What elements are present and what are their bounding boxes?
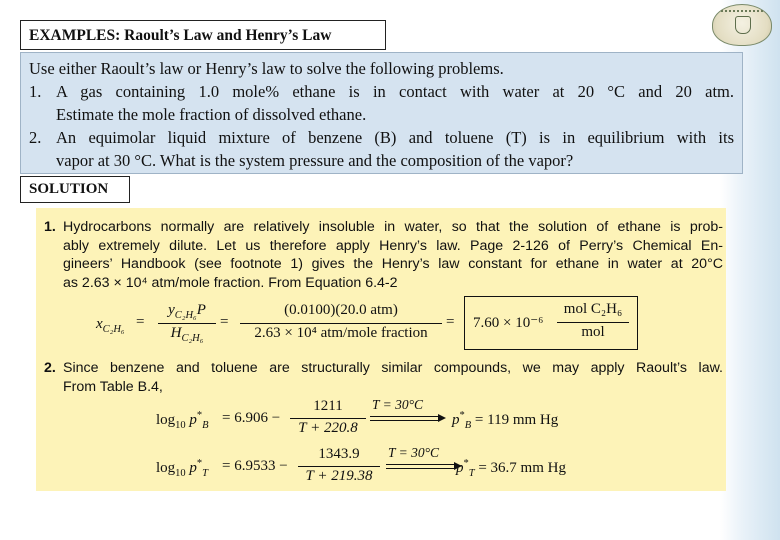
problem-item-1 <box>29 80 734 103</box>
solution-heading: SOLUTION <box>20 176 130 203</box>
implies-arrow <box>370 416 440 417</box>
fraction-numerator: (0.0100)(20.0 atm) <box>284 302 398 318</box>
university-logo-icon <box>712 4 772 46</box>
solution-line: Hydrocarbons normally are relatively insoluble in water, so that the solution of ethane is prob- <box>63 219 723 235</box>
problem-text-line: vapor at 30 °C. What is the system pressure and the composition of the vapor? <box>56 151 574 170</box>
arrow-condition: T = 30°C <box>388 445 440 460</box>
henry-equation-lhs: $x_{C_2H_6}$ <box>96 316 125 335</box>
result-units <box>557 301 629 345</box>
solution-line: Since benzene and toluene are structurally similar compounds, we may apply Raoult’s law. <box>63 360 723 376</box>
solution-line: ably extremely dilute. Let us therefore apply Henry’s law. Page 2-126 of Perry’s Chemical En- <box>63 237 723 254</box>
antoine-toluene-lhs: $\log_{10} p^*_T$ <box>156 458 209 479</box>
problem-item-1-cont <box>29 103 734 126</box>
antoine-fraction <box>298 446 380 488</box>
problem-text-line: An equimolar liquid mixture of benzene (B) and toluene (T) is in equilibrium with its <box>56 128 734 147</box>
antoine-benzene-result: $p^*_B = 119$ mm Hg <box>452 410 559 431</box>
fraction-numerator: 1211 <box>313 398 343 414</box>
fraction-numerator: $y_{C_2H_6}P$ <box>168 302 206 321</box>
antoine-constant: = 6.906 − <box>222 410 281 426</box>
solution-line: From Table B.4, <box>63 378 163 395</box>
fraction-denominator: T + 220.8 <box>298 420 358 436</box>
problem-text-line: Estimate the mole fraction of dissolved ethane. <box>56 105 367 124</box>
solution-number: 1. <box>44 219 56 235</box>
problem-number: 2. <box>29 128 42 147</box>
solution-line: as 2.63 × 10⁴ atm/mole fraction. From Equation 6.4-2 <box>63 274 398 291</box>
equals-sign: = <box>136 314 145 330</box>
arrow-head-icon <box>438 414 446 422</box>
arrow-condition: T = 30°C <box>372 397 424 412</box>
antoine-benzene-lhs: $\log_{10} p^*_B$ <box>156 410 209 431</box>
fraction-denominator: T + 219.38 <box>305 468 373 484</box>
problem-item-2 <box>29 126 734 149</box>
result-box <box>464 296 638 350</box>
fraction-denominator: $H_{C_2H_6}$ <box>170 325 204 344</box>
antoine-fraction <box>290 398 366 440</box>
solution-line: gineers’ Handbook (see footnote 1) gives the Henry’s law constant for ethane in water at 20°C <box>63 256 723 272</box>
result-value: 7.60 × 10⁻⁶ <box>473 315 544 331</box>
equals-sign: = <box>220 314 229 330</box>
problem-text-line: A gas containing 1.0 mole% ethane is in contact with water at 20 °C and 20 atm. <box>56 82 734 101</box>
antoine-toluene-result: $p^*_T = 36.7$ mm Hg <box>456 458 566 479</box>
problem-number: 1. <box>29 82 42 101</box>
units-numerator: mol C₂H₆ <box>563 301 623 317</box>
problem-intro: Use either Raoult’s law or Henry’s law to solve the following problems. <box>29 59 504 78</box>
problem-item-2-cont <box>29 149 734 172</box>
units-denominator: mol <box>581 324 605 340</box>
fraction-numerator: 1343.9 <box>318 446 360 462</box>
equals-sign: = <box>446 314 455 330</box>
implies-arrow <box>386 468 456 469</box>
antoine-constant: = 6.9533 − <box>222 458 288 474</box>
solution-text <box>63 359 723 396</box>
problem-statement-box <box>20 52 743 174</box>
fraction-denominator: 2.63 × 10⁴ atm/mole fraction <box>254 325 428 341</box>
solution-number: 2. <box>44 360 56 376</box>
implies-arrow <box>370 420 440 421</box>
implies-arrow <box>386 464 456 465</box>
henry-fraction <box>158 302 216 346</box>
solution-panel <box>36 208 726 491</box>
solution-text <box>63 218 723 292</box>
numeric-fraction <box>240 302 442 346</box>
slide-title: EXAMPLES: Raoult’s Law and Henry’s Law <box>20 20 386 50</box>
